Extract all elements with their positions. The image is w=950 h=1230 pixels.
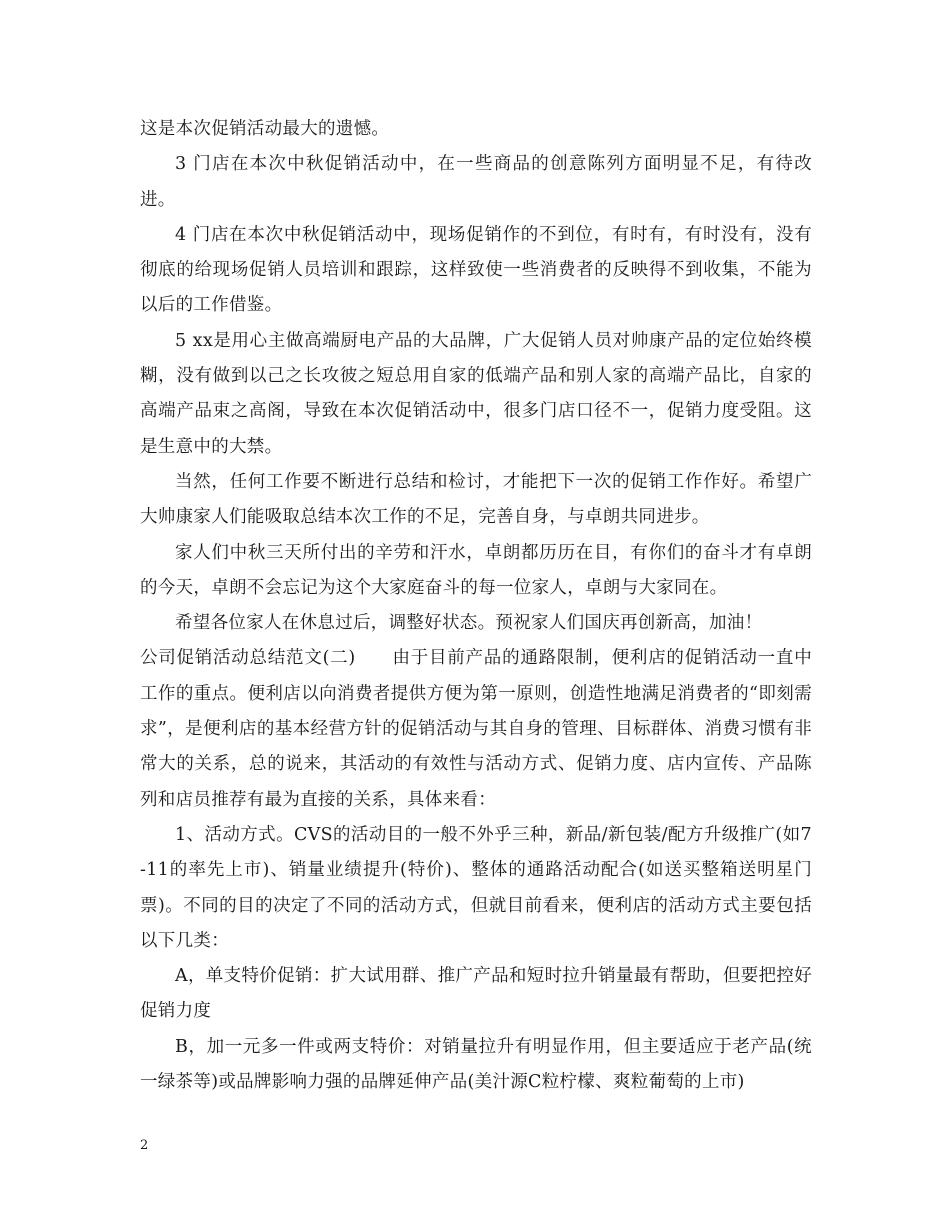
- paragraph-item-5: 5 xx是用心主做高端厨电产品的大品牌，广大促销人员对帅康产品的定位始终模糊，没有做到以己之长攻彼之短总用自家的低端产品和别人家的高端产品比，自家的高端产品束之高阁，导致在本次促销活动中，很多门店口径不一，促销力度受阻。这是生意中的大禁。: [140, 330, 812, 457]
- paragraph-option-a: A，单支特价促销：扩大试用群、推广产品和短时拉升销量最有帮助，但要把控好促销力度: [140, 966, 812, 1022]
- paragraph-thanks: 家人们中秋三天所付出的辛劳和汗水，卓朗都历历在目，有你们的奋斗才有卓朗的今天，卓朗不会忘记为这个大家庭奋斗的每一位家人，卓朗与大家同在。: [140, 542, 812, 598]
- paragraph-regret: 这是本次促销活动最大的遗憾。: [140, 119, 390, 139]
- paragraph-option-b: B，加一元多一件或两支特价：对销量拉升有明显作用，但主要适应于老产品(统一绿茶等)或品牌影响力强的品牌延伸产品(美汁源C粒柠檬、爽粒葡萄的上市): [140, 1036, 812, 1093]
- paragraph-summary: 当然，任何工作要不断进行总结和检讨，才能把下一次的促销工作作好。希望广大帅康家人们能吸取总结本次工作的不足，完善自身，与卓朗共同进步。: [140, 471, 812, 528]
- page-number: 2: [140, 1138, 149, 1153]
- paragraph-activity-methods: 1、活动方式。CVS的活动目的一般不外乎三种，新品/新包装/配方升级推广(如7-11的率先上市)、销量业绩提升(特价)、整体的通路活动配合(如送买整箱送明星门票)。不同的目的决定了不同的活动方式，但就目前看来，便利店的活动方式主要包括以下几类：: [140, 824, 812, 951]
- document-body: [140, 112, 812, 1100]
- paragraph-item-4: 4 门店在本次中秋促销活动中，现场促销作的不到位，有时有，有时没有，没有彻底的给现场促销人员培训和跟踪，这样致使一些消费者的反映得不到收集，不能为以后的工作借鉴。: [140, 224, 812, 316]
- paragraph-section-two: 公司促销活动总结范文(二) 由于目前产品的通路限制，便利店的促销活动一直中工作的重点。便利店以向消费者提供方便为第一原则，创造性地满足消费者的“即刻需求”，是便利店的基本经营方针的促销活动与其自身的管理、目标群体、消费习惯有非常大的关系，总的说来，其活动的有效性与活动方式、促销力度、店内宣传、产品陈列和店员推荐有最为直接的关系，具体来看：: [140, 648, 812, 810]
- paragraph-wishes: 希望各位家人在休息过后，调整好状态。预祝家人们国庆再创新高，加油！: [175, 613, 763, 634]
- paragraph-item-3: 3 门店在本次中秋促销活动中，在一些商品的创意陈列方面明显不足，有待改进。: [140, 154, 812, 210]
